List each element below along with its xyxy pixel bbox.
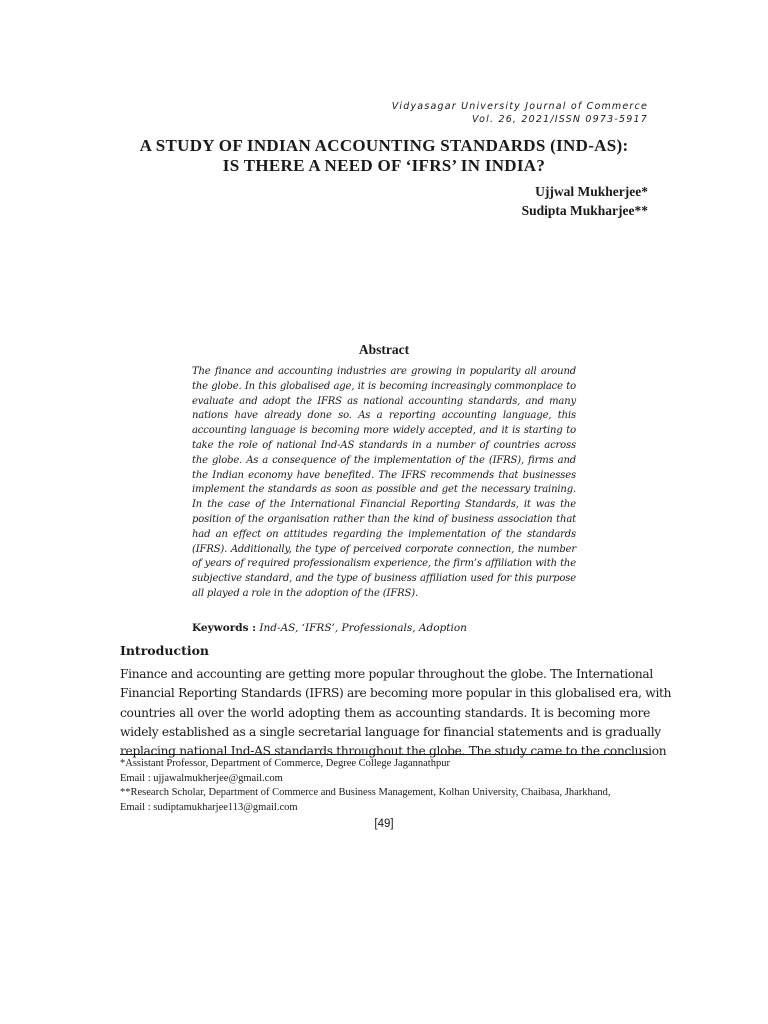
keywords-values: Ind-AS, ‘IFRS’, Professionals, Adoption bbox=[259, 622, 467, 634]
introduction-heading: Introduction bbox=[120, 643, 210, 658]
footnote-author-2-affiliation: **Research Scholar, Department of Commerce and Business Management, Kolhan University, Chaibasa, Jharkhand, bbox=[120, 787, 611, 799]
paper-title-line-1: A STUDY OF INDIAN ACCOUNTING STANDARDS (IND-AS): bbox=[139, 136, 629, 155]
introduction-line: Financial Reporting Standards (IFRS) are becoming more popular in this globalised era, with bbox=[120, 686, 672, 701]
author-1: Ujjwal Mukherjee* bbox=[535, 184, 648, 199]
footnote-author-2-email: Email : sudiptamukharjee113@gmail.com bbox=[120, 801, 298, 813]
paper-title bbox=[110, 136, 658, 176]
footnote-author-1-affiliation: *Assistant Professor, Department of Commerce, Degree College Jagannathpur bbox=[120, 758, 450, 769]
keywords-label: Keywords : bbox=[192, 622, 257, 634]
footnotes bbox=[120, 757, 660, 815]
introduction-line: countries all over the world adopting them as accounting standards. It is becoming more bbox=[120, 705, 650, 720]
page-number: [49] bbox=[374, 818, 394, 830]
author-2: Sudipta Mukharjee** bbox=[521, 203, 648, 218]
journal-header bbox=[392, 100, 648, 126]
keywords bbox=[192, 622, 467, 634]
abstract-text: The finance and accounting industries are growing in popularity all around the globe. In this globalised age, it is becoming increasingly commonplace to evaluate and adopt the IFRS as national accounting standards, and many nations have already done so. As a reporting accounting language, this accounting language is becoming more widely accepted, and it is starting to take the role of national Ind-AS standards in a number of countries across the globe. As a consequence of the implementation of the (IFRS), firms and the Indian economy have benefited. The IFRS recommends that businesses implement the standards as soon as possible and get the necessary training. In the case of the International Financial Reporting Standards, it was the position of the organisation rather than the kind of business association that had an effect on attitudes regarding the implementation of the standards (IFRS). Additionally, the type of perceived corporate connection, the number of years of required professionalism experience, the firm’s affiliation with the subjective standard, and the type of business affiliation used for this purpose all played a role in the adoption of the (IFRS). bbox=[192, 366, 576, 599]
introduction-line: widely established as a single secretarial language for financial statements and is gradually bbox=[120, 724, 661, 739]
introduction-line: Finance and accounting are getting more popular throughout the globe. The International bbox=[120, 667, 653, 681]
introduction-text bbox=[120, 665, 672, 761]
journal-name: Vidyasagar University Journal of Commerce bbox=[391, 101, 648, 112]
abstract-heading: Abstract bbox=[358, 342, 410, 357]
footnote-divider bbox=[120, 754, 650, 755]
paper-title-line-2: IS THERE A NEED OF ‘IFRS’ IN INDIA? bbox=[222, 156, 546, 175]
journal-volume: Vol. 26, 2021/ISSN 0973-5917 bbox=[472, 114, 648, 125]
author-list bbox=[522, 182, 648, 220]
introduction-line: replacing national Ind-AS standards throughout the globe. The study came to the conclusion bbox=[120, 744, 667, 759]
footnote-author-1-email: Email : ujjawalmukherjee@gmail.com bbox=[120, 772, 283, 784]
